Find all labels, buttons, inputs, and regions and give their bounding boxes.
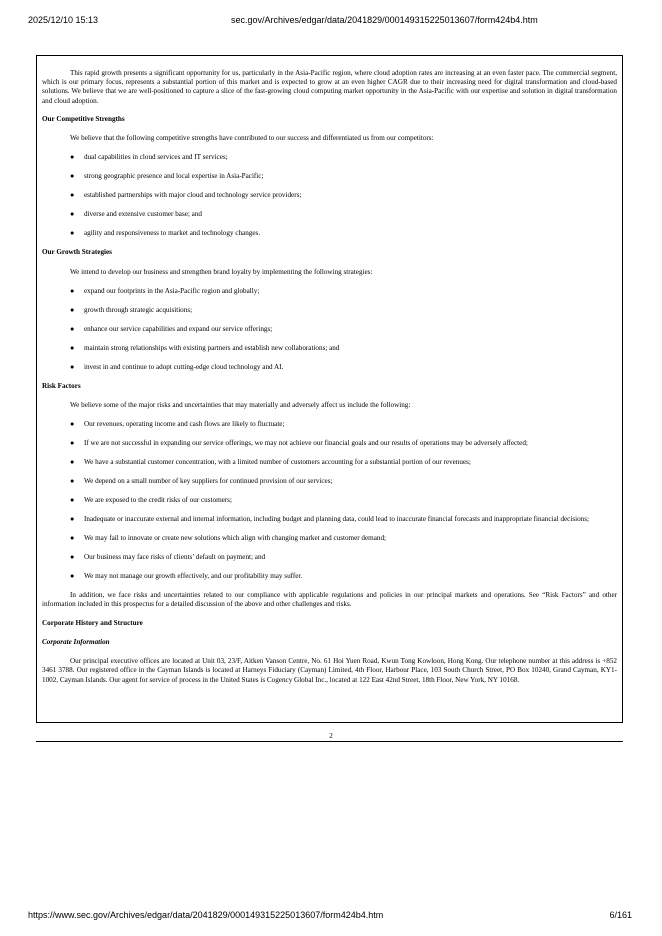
list-item: ● diverse and extensive customer base; and bbox=[70, 210, 202, 219]
list-item: ● We may not manage our growth effectively, and our profitability may suffer. bbox=[70, 572, 303, 581]
strengths-list bbox=[42, 153, 617, 238]
bullet-icon: ● bbox=[70, 572, 75, 581]
list-item: ● enhance our service capabilities and expand our service offerings; bbox=[70, 324, 273, 333]
page-number: 2 bbox=[329, 732, 333, 740]
corporate-paragraph: Our principal executive offices are located at Unit 03, 23/F, Aitken Vanson Centre, No. 61 Hoi Yuen Road, Kwun Tong Kowloon, Hong Kong. Our telephone number at this address is +852 3461 3788. Our registered office in the Cayman Islands is located at Harneys Fiduciary (Cayman) Limited, 4th Floor, Harbour Place, 103 South Church Street, PO Box 10240, Grand Cayman, KY1-1002, Cayman Islands. Our agent for service of process in the United States is Cogency Global Inc., located at 122 East 42nd Street, 18th Floor, New York, NY 10168. bbox=[42, 657, 617, 684]
opening-paragraph: This rapid growth presents a significant opportunity for us, particularly in the Asia-Pacific region, where cloud adoption rates are increasing at an even faster pace. The commercial segment, which is our primary focus, represents a substantial portion of this market and is expected to grow at an even higher CAGR due to their increasing need for digital transformation and cloud-based solutions. We believe that we are well-positioned to capture a slice of the fast-growing cloud computing market opportunity in the Asia-Pacific with our expertise and solution in digital transformation and cloud adoption. bbox=[42, 69, 617, 105]
bullet-icon: ● bbox=[70, 439, 75, 448]
list-item: ● established partnerships with major cloud and technology service providers; bbox=[70, 191, 302, 200]
bullet-icon: ● bbox=[70, 515, 75, 524]
bullet-icon: ● bbox=[70, 324, 75, 333]
print-page-count: 6/161 bbox=[609, 910, 632, 920]
list-item: ● maintain strong relationships with existing partners and establish new collaborations; and bbox=[70, 343, 340, 352]
bullet-icon: ● bbox=[70, 496, 75, 505]
risks-closing-paragraph: In addition, we face risks and uncertainties related to our compliance with applicable regulations and policies in our principal markets and operations. See “Risk Factors” and other information included in this prospectus for a detailed discussion of the above and other challenges and risks. bbox=[42, 591, 617, 609]
list-item: ● We depend on a small number of key suppliers for continued provision of our services; bbox=[70, 477, 333, 486]
bullet-icon: ● bbox=[70, 305, 75, 314]
strengths-heading: Our Competitive Strengths bbox=[42, 115, 125, 123]
list-item: ● If we are not successful in expanding our service offerings, we may not achieve our financial goals and our results of operations may be adversely affected; bbox=[70, 439, 528, 448]
bullet-icon: ● bbox=[70, 420, 75, 429]
list-item: ● We have a substantial customer concentration, with a limited number of customers accounting for a substantial portion of our revenues; bbox=[70, 458, 471, 467]
bullet-icon: ● bbox=[70, 172, 75, 181]
list-item: ● dual capabilities in cloud services and IT services; bbox=[70, 153, 228, 162]
growth-heading: Our Growth Strategies bbox=[42, 248, 112, 257]
list-item: ● growth through strategic acquisitions; bbox=[70, 305, 193, 314]
print-datetime: 2025/12/10 15:13 bbox=[28, 15, 99, 25]
growth-intro: We intend to develop our business and strengthen brand loyalty by implementing the following strategies: bbox=[70, 267, 373, 276]
print-footer-url: https://www.sec.gov/Archives/edgar/data/2041829/000149315225013607/form424b4.htm bbox=[28, 910, 384, 920]
bullet-icon: ● bbox=[70, 191, 75, 200]
list-item: ● We may fail to innovate or create new solutions which align with changing market and customer demand; bbox=[70, 534, 387, 543]
growth-list bbox=[42, 287, 617, 372]
list-item: ● invest in and continue to adopt cutting-edge cloud technology and AI. bbox=[70, 362, 284, 371]
bullet-icon: ● bbox=[70, 534, 75, 543]
list-item: ● We are exposed to the credit risks of our customers; bbox=[70, 496, 232, 505]
list-item: ● expand our footprints in the Asia-Pacific region and globally; bbox=[70, 286, 260, 295]
list-item: ● Inadequate or inaccurate external and internal information, including budget and planning data, could lead to inaccurate financial forecasts and inappropriate financial decisions; bbox=[70, 515, 589, 524]
list-item: ● Our revenues, operating income and cash flows are likely to fluctuate; bbox=[70, 420, 285, 429]
list-item: ● strong geographic presence and local expertise in Asia-Pacific; bbox=[70, 172, 264, 181]
risks-heading: Risk Factors bbox=[42, 381, 81, 390]
list-item: ● Our business may face risks of clients’ default on payment; and bbox=[70, 553, 266, 562]
bullet-icon: ● bbox=[70, 458, 75, 467]
bullet-icon: ● bbox=[70, 477, 75, 486]
bullet-icon: ● bbox=[70, 343, 75, 352]
bullet-icon: ● bbox=[70, 229, 75, 238]
bullet-icon: ● bbox=[70, 153, 75, 162]
bullet-icon: ● bbox=[70, 362, 75, 371]
document-frame bbox=[36, 55, 623, 723]
bullet-icon: ● bbox=[70, 286, 75, 295]
bullet-icon: ● bbox=[70, 210, 75, 219]
page-divider bbox=[36, 741, 623, 742]
bullet-icon: ● bbox=[70, 553, 75, 562]
strengths-intro: We believe that the following competitive strengths have contributed to our success and differentiated us from our competitors: bbox=[70, 134, 434, 143]
list-item: ● agility and responsiveness to market and technology changes. bbox=[70, 229, 261, 238]
risks-list bbox=[42, 420, 617, 581]
risks-intro: We believe some of the major risks and uncertainties that may materially and adversely affect us include the following: bbox=[70, 401, 411, 410]
print-url: sec.gov/Archives/edgar/data/2041829/000149315225013607/form424b4.htm bbox=[231, 15, 538, 25]
corporate-heading: Corporate History and Structure bbox=[42, 618, 143, 627]
corporate-subheading: Corporate Information bbox=[42, 638, 110, 647]
